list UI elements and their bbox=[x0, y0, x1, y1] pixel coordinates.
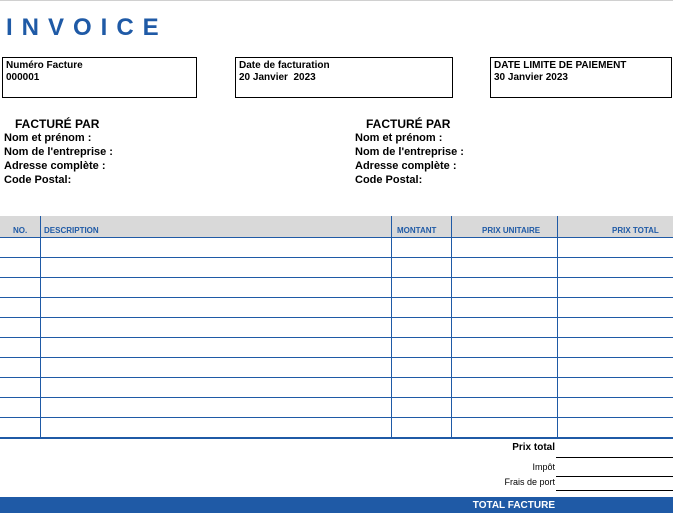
invoice-number-label: Numéro Facture bbox=[6, 60, 83, 71]
field-name: Nom et prénom : bbox=[4, 132, 92, 144]
table-row[interactable] bbox=[0, 298, 673, 317]
field-address: Adresse complète : bbox=[4, 160, 106, 172]
field-name: Nom et prénom : bbox=[355, 132, 443, 144]
field-postal-code: Code Postal: bbox=[355, 174, 423, 186]
tax-line bbox=[556, 476, 673, 477]
billed-by-right bbox=[355, 117, 464, 187]
column-header-description: DESCRIPTION bbox=[44, 226, 99, 235]
billed-by-heading: FACTURÉ PAR bbox=[366, 117, 451, 131]
subtotal-label: Prix total bbox=[512, 442, 555, 453]
sheet-top-border bbox=[0, 0, 673, 1]
column-header-total-price: PRIX TOTAL bbox=[612, 226, 659, 235]
due-date-box bbox=[490, 57, 672, 98]
table-row[interactable] bbox=[0, 398, 673, 417]
table-row[interactable] bbox=[0, 238, 673, 257]
table-header bbox=[0, 216, 673, 238]
billed-by-left bbox=[4, 117, 113, 187]
tax-label: Impôt bbox=[532, 462, 555, 472]
invoice-date-label: Date de facturation bbox=[239, 60, 330, 71]
invoice-date-box bbox=[235, 57, 453, 98]
field-address: Adresse complète : bbox=[355, 160, 457, 172]
table-row[interactable] bbox=[0, 258, 673, 277]
total-footer-bar bbox=[0, 497, 673, 513]
field-company: Nom de l'entreprise : bbox=[4, 146, 113, 158]
table-row-line bbox=[0, 437, 673, 439]
column-header-amount: MONTANT bbox=[397, 226, 437, 235]
shipping-line bbox=[556, 490, 673, 491]
subtotal-line bbox=[556, 457, 673, 458]
invoice-number-box bbox=[2, 57, 197, 98]
due-date-label: DATE LIMITE DE PAIEMENT bbox=[494, 60, 627, 71]
billed-by-heading: FACTURÉ PAR bbox=[15, 117, 100, 131]
total-invoice-label: TOTAL FACTURE bbox=[472, 500, 555, 511]
table-row[interactable] bbox=[0, 278, 673, 297]
invoice-date-value[interactable]: 20 Janvier 2023 bbox=[239, 72, 316, 83]
column-header-no: NO. bbox=[13, 226, 28, 235]
table-row[interactable] bbox=[0, 358, 673, 377]
field-company: Nom de l'entreprise : bbox=[355, 146, 464, 158]
field-postal-code: Code Postal: bbox=[4, 174, 72, 186]
invoice-number-value[interactable]: 000001 bbox=[6, 72, 40, 83]
table-row[interactable] bbox=[0, 318, 673, 337]
shipping-label: Frais de port bbox=[504, 477, 555, 487]
table-row[interactable] bbox=[0, 378, 673, 397]
column-header-unit-price: PRIX UNITAIRE bbox=[482, 226, 541, 235]
table-row[interactable] bbox=[0, 338, 673, 357]
due-date-value[interactable]: 30 Janvier 2023 bbox=[494, 72, 568, 83]
invoice-title: INVOICE bbox=[6, 14, 168, 41]
table-row[interactable] bbox=[0, 418, 673, 437]
